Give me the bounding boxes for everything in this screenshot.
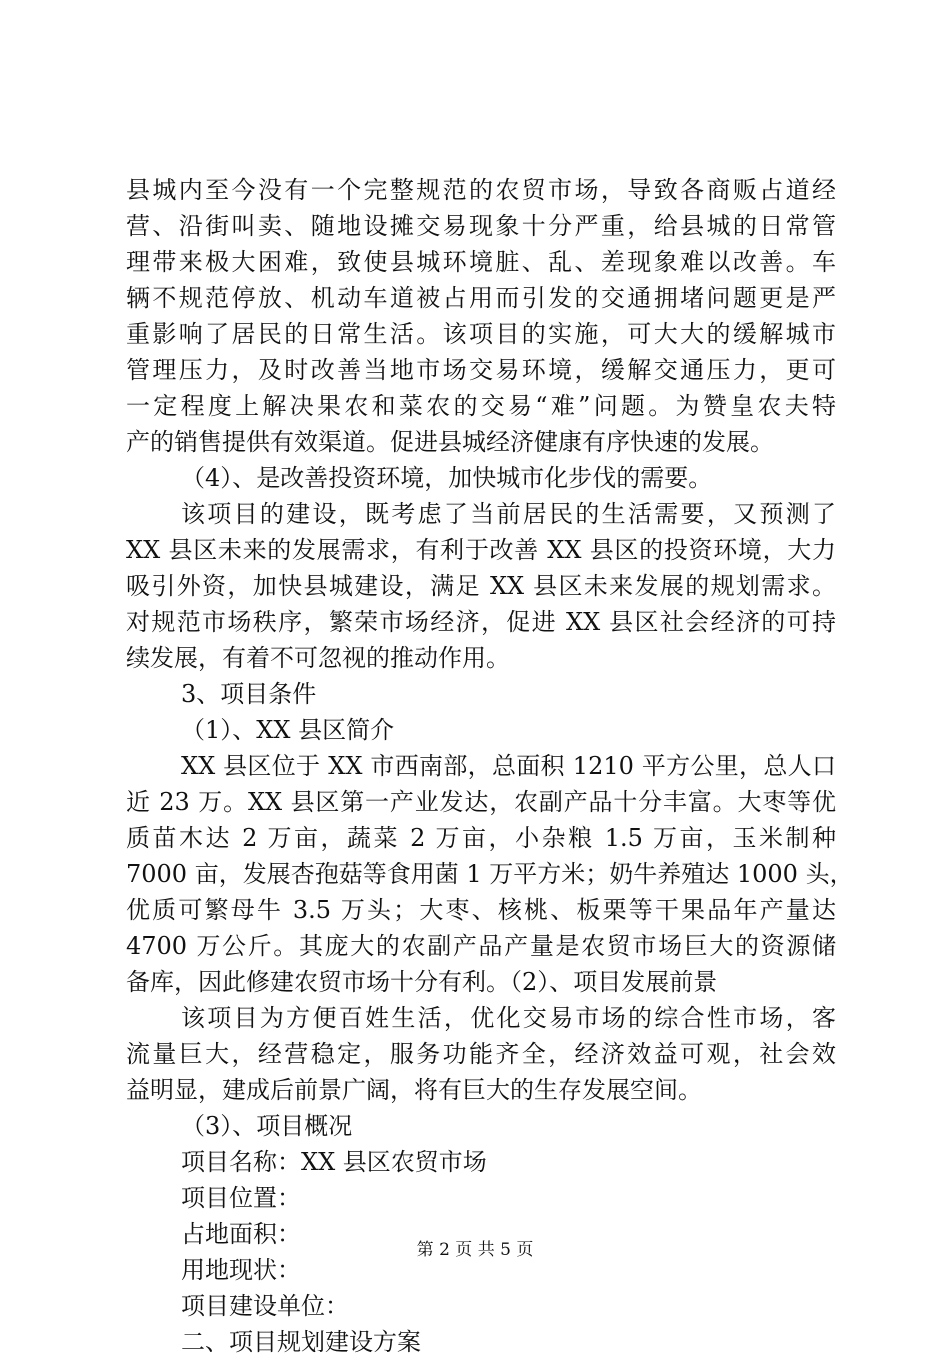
- paragraph-line: XX 县区位于 XX 市西南部，总面积 1210 平方公里，总人口: [181, 752, 836, 780]
- paragraph-line: XX 县区未来的发展需求，有利于改善 XX 县区的投资环境，大力: [126, 536, 836, 564]
- paragraph-line: 续发展，有着不可忽视的推动作用。: [126, 644, 510, 672]
- project-field-land-status: 用地现状：: [181, 1256, 301, 1284]
- page-number-footer: 第 2 页 共 5 页: [416, 1240, 534, 1260]
- paragraph-line: 该项目的建设，既考虑了当前居民的生活需要，又预测了: [181, 500, 836, 528]
- paragraph-line: 吸引外资，加快县城建设，满足 XX 县区未来发展的规划需求。: [126, 572, 836, 600]
- paragraph-line: 营、沿街叫卖、随地设摊交易现象十分严重，给县城的日常管: [126, 212, 836, 240]
- paragraph-line: 理带来极大困难，致使县城环境脏、乱、差现象难以改善。车: [126, 248, 836, 276]
- paragraph-line: 质苗木达 2 万亩，蔬菜 2 万亩，小杂粮 1.5 万亩，玉米制种: [126, 824, 836, 852]
- paragraph-line: 备库，因此修建农贸市场十分有利。（2）、项目发展前景: [126, 968, 718, 996]
- paragraph-line: 该项目为方便百姓生活，优化交易市场的综合性市场，客: [181, 1004, 836, 1032]
- section-heading: 3、项目条件: [181, 680, 317, 708]
- document-body: [126, 172, 854, 1360]
- paragraph-line: 优质可繁母牛 3.5 万头；大枣、核桃、板栗等干果品年产量达: [126, 896, 836, 924]
- paragraph-line: 7000 亩，发展杏孢菇等食用菌 1 万平方米；奶牛养殖达 1000 头，: [126, 860, 854, 888]
- section-heading: （4）、是改善投资环境，加快城市化步伐的需要。: [181, 464, 713, 492]
- project-field-name: 项目名称：XX 县区农贸市场: [181, 1148, 487, 1176]
- section-heading: （3）、项目概况: [181, 1112, 353, 1140]
- project-field-area: 占地面积：: [181, 1220, 301, 1248]
- paragraph-line: 4700 万公斤。其庞大的农副产品产量是农贸市场巨大的资源储: [126, 932, 836, 960]
- project-field-builder: 项目建设单位：: [181, 1292, 349, 1320]
- paragraph-line: 产的销售提供有效渠道。促进县城经济健康有序快速的发展。: [126, 428, 774, 456]
- paragraph-line: 益明显，建成后前景广阔，将有巨大的生存发展空间。: [126, 1076, 702, 1104]
- section-heading: （1）、XX 县区简介: [181, 716, 395, 744]
- paragraph-line: 县城内至今没有一个完整规范的农贸市场，导致各商贩占道经: [126, 176, 836, 204]
- paragraph-line: 辆不规范停放、机动车道被占用而引发的交通拥堵问题更是严: [126, 284, 836, 312]
- paragraph-line: 管理压力，及时改善当地市场交易环境，缓解交通压力，更可: [126, 356, 836, 384]
- chapter-heading: 二、项目规划建设方案: [181, 1328, 421, 1356]
- paragraph-line: 对规范市场秩序，繁荣市场经济，促进 XX 县区社会经济的可持: [126, 608, 836, 636]
- paragraph-line: 近 23 万。XX 县区第一产业发达，农副产品十分丰富。大枣等优: [126, 788, 836, 816]
- project-field-location: 项目位置：: [181, 1184, 301, 1212]
- paragraph-line: 重影响了居民的日常生活。该项目的实施，可大大的缓解城市: [126, 320, 836, 348]
- paragraph-line: 流量巨大，经营稳定，服务功能齐全，经济效益可观，社会效: [126, 1040, 836, 1068]
- paragraph-line: 一定程度上解决果农和菜农的交易“难”问题。为赞皇农夫特: [126, 392, 836, 420]
